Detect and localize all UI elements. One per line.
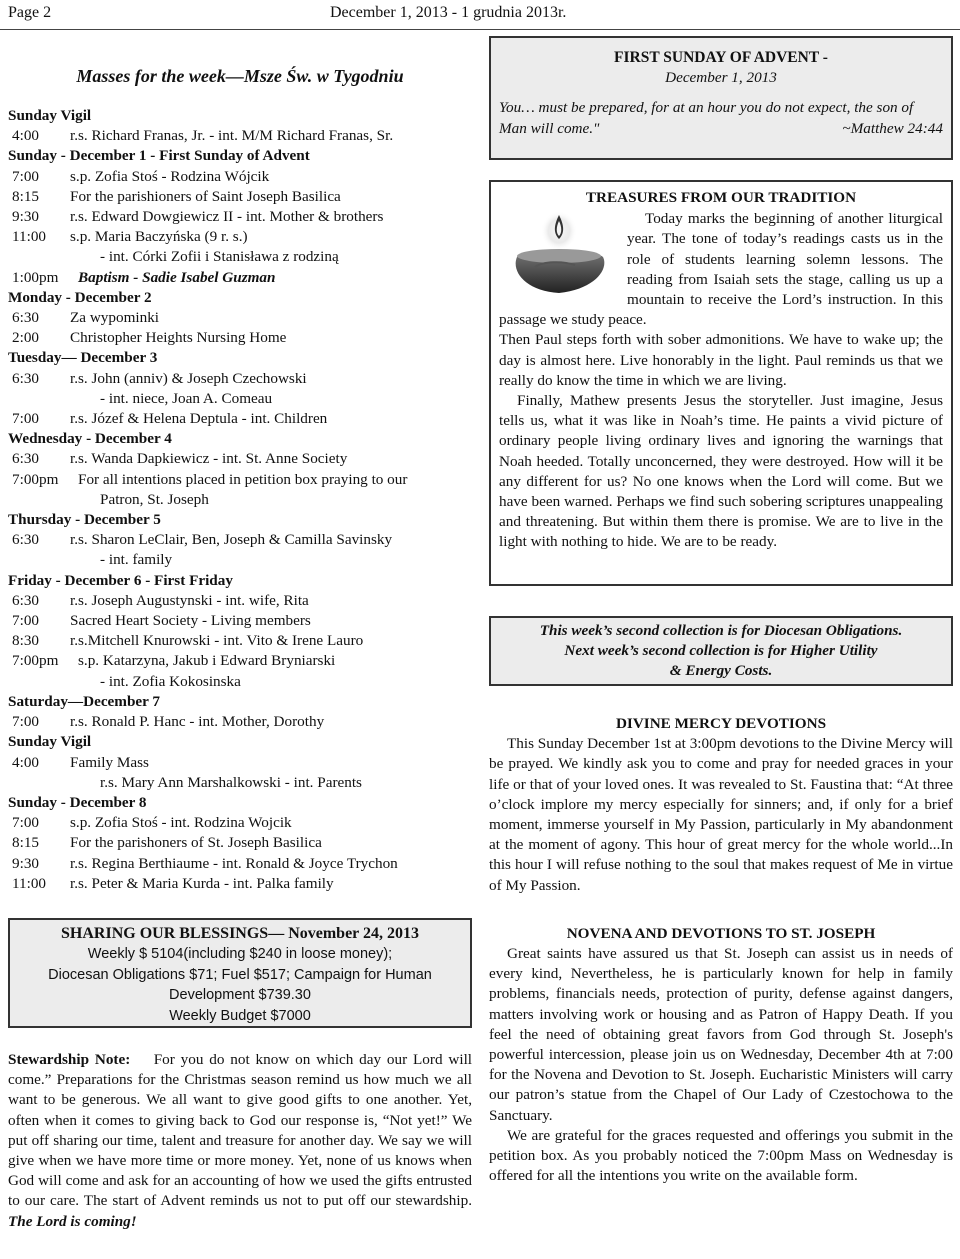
- mass-time: 8:15: [12, 834, 40, 852]
- stewardship-label: Stewardship Note:: [8, 1050, 131, 1068]
- blessings-line: Weekly Budget $7000: [169, 1007, 311, 1024]
- blessings-line: Weekly $ 5104(including $240 in loose money);: [87, 946, 393, 963]
- mass-row: [8, 268, 472, 288]
- mass-row: [8, 126, 472, 146]
- mass-intention: s.p. Zofia Stoś - Rodzina Wójcik: [70, 167, 270, 185]
- stewardship-note: [8, 1050, 472, 1232]
- advent-date: December 1, 2013: [665, 69, 777, 87]
- mass-intention: r.s. Wanda Dapkiewicz - int. St. Anne Society: [70, 450, 348, 468]
- mass-time: 8:30: [12, 632, 40, 650]
- mass-intention: s.p. Zofia Stoś - int. Rodzina Wojcik: [70, 814, 292, 832]
- novena-paragraph: Great saints have assured us that St. Joseph can assist us in needs of every kind, Nevertheless, he is particularly known for help in family problems, financials needs, protection of purity, defense against dangers, matters involving work or housing and as Patron of Happy Death. If you feel the need of obtaining great favors from God through St. Joseph's powerful intercession, please join us on Wednesday, December 4th at 7:00 for the Novena and Devotion to St. Joseph. Eucharistic Ministers will carry our patron’s statue from the Chapel of Our Lady of Czestochowa to the Sanctuary.: [489, 945, 953, 1124]
- mass-time: [8, 550, 70, 570]
- mass-day-heading: Sunday - December 1 - First Sunday of Advent: [8, 147, 310, 165]
- mass-intention: r.s. Mary Ann Marshalkowski - int. Parents: [100, 773, 362, 791]
- mass-row: [8, 227, 472, 247]
- second-collection-box: [489, 616, 953, 686]
- mass-row: [8, 874, 472, 894]
- mass-intention: r.s. Joseph Augustynski - int. wife, Rita: [70, 591, 309, 609]
- novena-paragraph: We are grateful for the graces requested and offerings you submit in the petition box. As you probably noticed the 7:00pm Mass on Wednesday is offered for all the intentions you write on the available form.: [489, 1126, 953, 1185]
- blessings-line: Development $739.30: [169, 987, 311, 1004]
- mass-time: 9:30: [12, 208, 40, 226]
- blessings-title: SHARING OUR BLESSINGS— November 24, 2013: [61, 924, 419, 942]
- mass-time: 4:00: [12, 753, 40, 771]
- mass-intention: Baptism - Sadie Isabel Guzman: [78, 268, 276, 286]
- mass-schedule: [8, 106, 472, 894]
- mass-row: [8, 712, 472, 732]
- mass-time: 7:00: [12, 612, 40, 630]
- mass-time: 4:00: [12, 127, 40, 145]
- mass-day-heading: Sunday Vigil: [8, 107, 92, 124]
- mass-row: [8, 369, 472, 389]
- mass-row: [8, 773, 472, 793]
- mass-time: [8, 389, 70, 409]
- mass-row: [8, 470, 472, 490]
- treasures-paragraph: Today marks the beginning of another liturgical year. The tone of today’s readings casts us in the role of students learning solemn lessons. The reading from Isaiah sets the stage, calling us up a mountain to receive the Lord’s instruction. In this passage we study peace.: [499, 210, 943, 329]
- mass-row: [8, 207, 472, 227]
- mass-row: [8, 611, 472, 631]
- mass-intention: r.s.Mitchell Knurowski - int. Vito & Irene Lauro: [70, 632, 364, 650]
- mass-day-heading: Friday - December 6 - First Friday: [8, 571, 233, 589]
- mass-time: [8, 247, 70, 267]
- mass-row: [8, 833, 472, 853]
- mass-time: 7:00: [12, 814, 40, 832]
- mass-time: 7:00: [12, 713, 40, 731]
- blessings-line: Diocesan Obligations $71; Fuel $517; Campaign for Human: [48, 966, 432, 983]
- mass-time: [8, 490, 70, 510]
- mass-intention: - int. family: [100, 551, 173, 569]
- mass-row: [8, 490, 472, 510]
- mass-row: [8, 854, 472, 874]
- mass-row: [8, 530, 472, 550]
- mass-intention: - int. Zofia Kokosinska: [100, 672, 241, 690]
- mass-intention: r.s. Józef & Helena Deptula - int. Children: [70, 410, 328, 428]
- mass-day-heading: Monday - December 2: [8, 288, 152, 306]
- mass-time: 7:00: [12, 167, 40, 185]
- mass-row: [8, 753, 472, 773]
- mass-row: [8, 550, 472, 570]
- mass-intention: r.s. Richard Franas, Jr. - int. M/M Richard Franas, Sr.: [70, 127, 394, 145]
- mass-row: [8, 389, 472, 409]
- treasures-paragraph: Then Paul steps forth with sober admonitions. We have to wake up; the day is almost here. Live honorably in the light. Paul reminds us that we really do know the time in which we are living.: [499, 331, 943, 389]
- mass-intention: s.p. Maria Baczyńska (9 r. s.): [70, 228, 248, 246]
- mass-time: 7:00pm: [12, 652, 59, 670]
- treasures-title: TREASURES FROM OUR TRADITION: [585, 189, 857, 206]
- mass-time: 9:30: [12, 854, 40, 872]
- mass-row: [8, 409, 472, 429]
- mass-row: [8, 672, 472, 692]
- mass-intention: Family Mass: [70, 753, 149, 771]
- mass-time: 7:00: [12, 410, 40, 428]
- mass-intention: For the parishioners of Saint Joseph Basilica: [70, 187, 341, 205]
- mass-time: 6:30: [12, 450, 40, 468]
- advent-box: [489, 36, 953, 160]
- candle-icon: [499, 209, 619, 305]
- masses-title: Masses for the week—Msze Św. w Tygodniu: [76, 66, 404, 86]
- mass-time: [8, 672, 70, 692]
- mass-time: 6:30: [12, 531, 40, 549]
- stewardship-closing: The Lord is coming!: [8, 1212, 137, 1230]
- mass-time: 8:15: [12, 187, 40, 205]
- mass-time: 1:00pm: [12, 268, 59, 286]
- mass-intention: Za wypominki: [70, 309, 160, 327]
- mercy-title: DIVINE MERCY DEVOTIONS: [615, 715, 827, 732]
- mass-time: 2:00: [12, 329, 40, 347]
- mass-day-heading: Sunday Vigil: [8, 733, 92, 751]
- mass-time: 11:00: [12, 874, 47, 892]
- sharing-blessings-box: [8, 918, 472, 1028]
- right-column: [489, 36, 953, 1186]
- mass-time: 6:30: [12, 369, 40, 387]
- mass-intention: Christopher Heights Nursing Home: [70, 329, 287, 347]
- mass-intention: r.s. Regina Berthiaume - int. Ronald & Joyce Trychon: [70, 854, 398, 872]
- mass-intention: For all intentions placed in petition box praying to our: [78, 470, 408, 488]
- mass-time: 7:00pm: [12, 470, 59, 488]
- mass-intention: Sacred Heart Society - Living members: [70, 612, 311, 630]
- mass-day-heading: Thursday - December 5: [8, 511, 161, 529]
- collection-line: & Energy Costs.: [669, 662, 773, 680]
- mass-day-heading: Wednesday - December 4: [8, 430, 172, 448]
- mass-row: [8, 308, 472, 328]
- mass-row: [8, 591, 472, 611]
- mass-intention: r.s. Sharon LeClair, Ben, Joseph & Camilla Savinsky: [70, 531, 393, 549]
- mass-row: [8, 651, 472, 671]
- mercy-text: This Sunday December 1st at 3:00pm devotions to the Divine Mercy will be prayed. We kindly ask you to come and pray for needed graces in your life or that of your loved ones. It was revealed to St. Faustina that: “At three o’clock implore my mercy especially for sinners; and, if only for a brief moment, immerse yourself in My Passion, particularly in My abandonment at the moment of agony. This hour of great mercy for the whole world...In this hour I will refuse nothing to the soul that makes request of Me in virtue of My Passion.: [489, 735, 953, 894]
- mass-row: [8, 167, 472, 187]
- advent-quote: You… must be prepared, for at an hour you do not expect, the son of Man will come." ~Matthew 24:44: [499, 98, 943, 138]
- mass-intention: r.s. Edward Dowgiewicz II - int. Mother & brothers: [70, 208, 384, 226]
- mass-intention: For the parishoners of St. Joseph Basilica: [70, 834, 322, 852]
- advent-title: FIRST SUNDAY OF ADVENT -: [614, 49, 828, 66]
- mass-intention: r.s. Ronald P. Hanc - int. Mother, Dorothy: [70, 713, 325, 731]
- page-number: Page 2: [8, 4, 52, 21]
- mass-row: [8, 813, 472, 833]
- treasures-box: [489, 180, 953, 586]
- left-column: [8, 36, 472, 1232]
- collection-line: This week’s second collection is for Diocesan Obligations.: [539, 622, 903, 639]
- page-header: [0, 0, 960, 30]
- mass-time: 6:30: [12, 591, 40, 609]
- mass-row: [8, 187, 472, 207]
- mass-intention: Patron, St. Joseph: [100, 490, 209, 508]
- mass-row: [8, 631, 472, 651]
- mass-time: 6:30: [12, 309, 40, 327]
- mass-intention: s.p. Katarzyna, Jakub i Edward Bryniarski: [78, 652, 336, 670]
- mass-row: [8, 247, 472, 267]
- mass-time: 11:00: [12, 228, 47, 246]
- mass-time: [8, 773, 70, 793]
- mass-day-heading: Tuesday— December 3: [8, 349, 158, 367]
- page-date: December 1, 2013 - 1 grudnia 2013r.: [330, 4, 567, 21]
- mass-day-heading: Sunday - December 8: [8, 793, 147, 811]
- mass-intention: - int. Córki Zofii i Stanisława z rodziną: [100, 248, 339, 266]
- treasures-paragraph: Finally, Mathew presents Jesus the storyteller. Just imagine, Jesus tells us, what it was like in Noah’s time. He paints a vivid picture of ordinary people living ordinary lives and ignoring the warnings that Noah heeded. Totally unconcerned, they were destroyed. How will it be any different for us? No one knows when the Lord will come. But we have been warned. Perhaps we find such sobering scriptures unappealing and threatening. But within them there is promise. We are to live in the light with nothing to hide. We are to be ready.: [499, 392, 943, 551]
- novena-title: NOVENA AND DEVOTIONS TO ST. JOSEPH: [566, 924, 876, 942]
- mass-day-heading: Saturday—December 7: [8, 692, 160, 710]
- mass-row: [8, 449, 472, 469]
- mass-intention: - int. niece, Joan A. Comeau: [100, 389, 273, 407]
- mass-intention: r.s. Peter & Maria Kurda - int. Palka family: [70, 874, 334, 892]
- mass-intention: r.s. John (anniv) & Joseph Czechowski: [70, 369, 307, 387]
- stewardship-text: For you do not know on which day our Lord will come.” Preparations for the Christmas season remind us how much we all want to be generous. We all want to give good gifts to one another. Yet, often when it comes to giving back to God our response is, “Not yet!” We put off sharing our time, talent and treasure for another day. We say we will give when we have more time or more money. Yet, none of us knows when God will come and ask for an accounting of how we used the gifts entrusted to our care. The start of Advent reminds us not to put off our stewardship.: [8, 1050, 473, 1210]
- advent-citation: ~Matthew 24:44: [842, 119, 943, 137]
- collection-line: Next week’s second collection is for Higher Utility: [564, 642, 878, 660]
- mass-row: [8, 328, 472, 348]
